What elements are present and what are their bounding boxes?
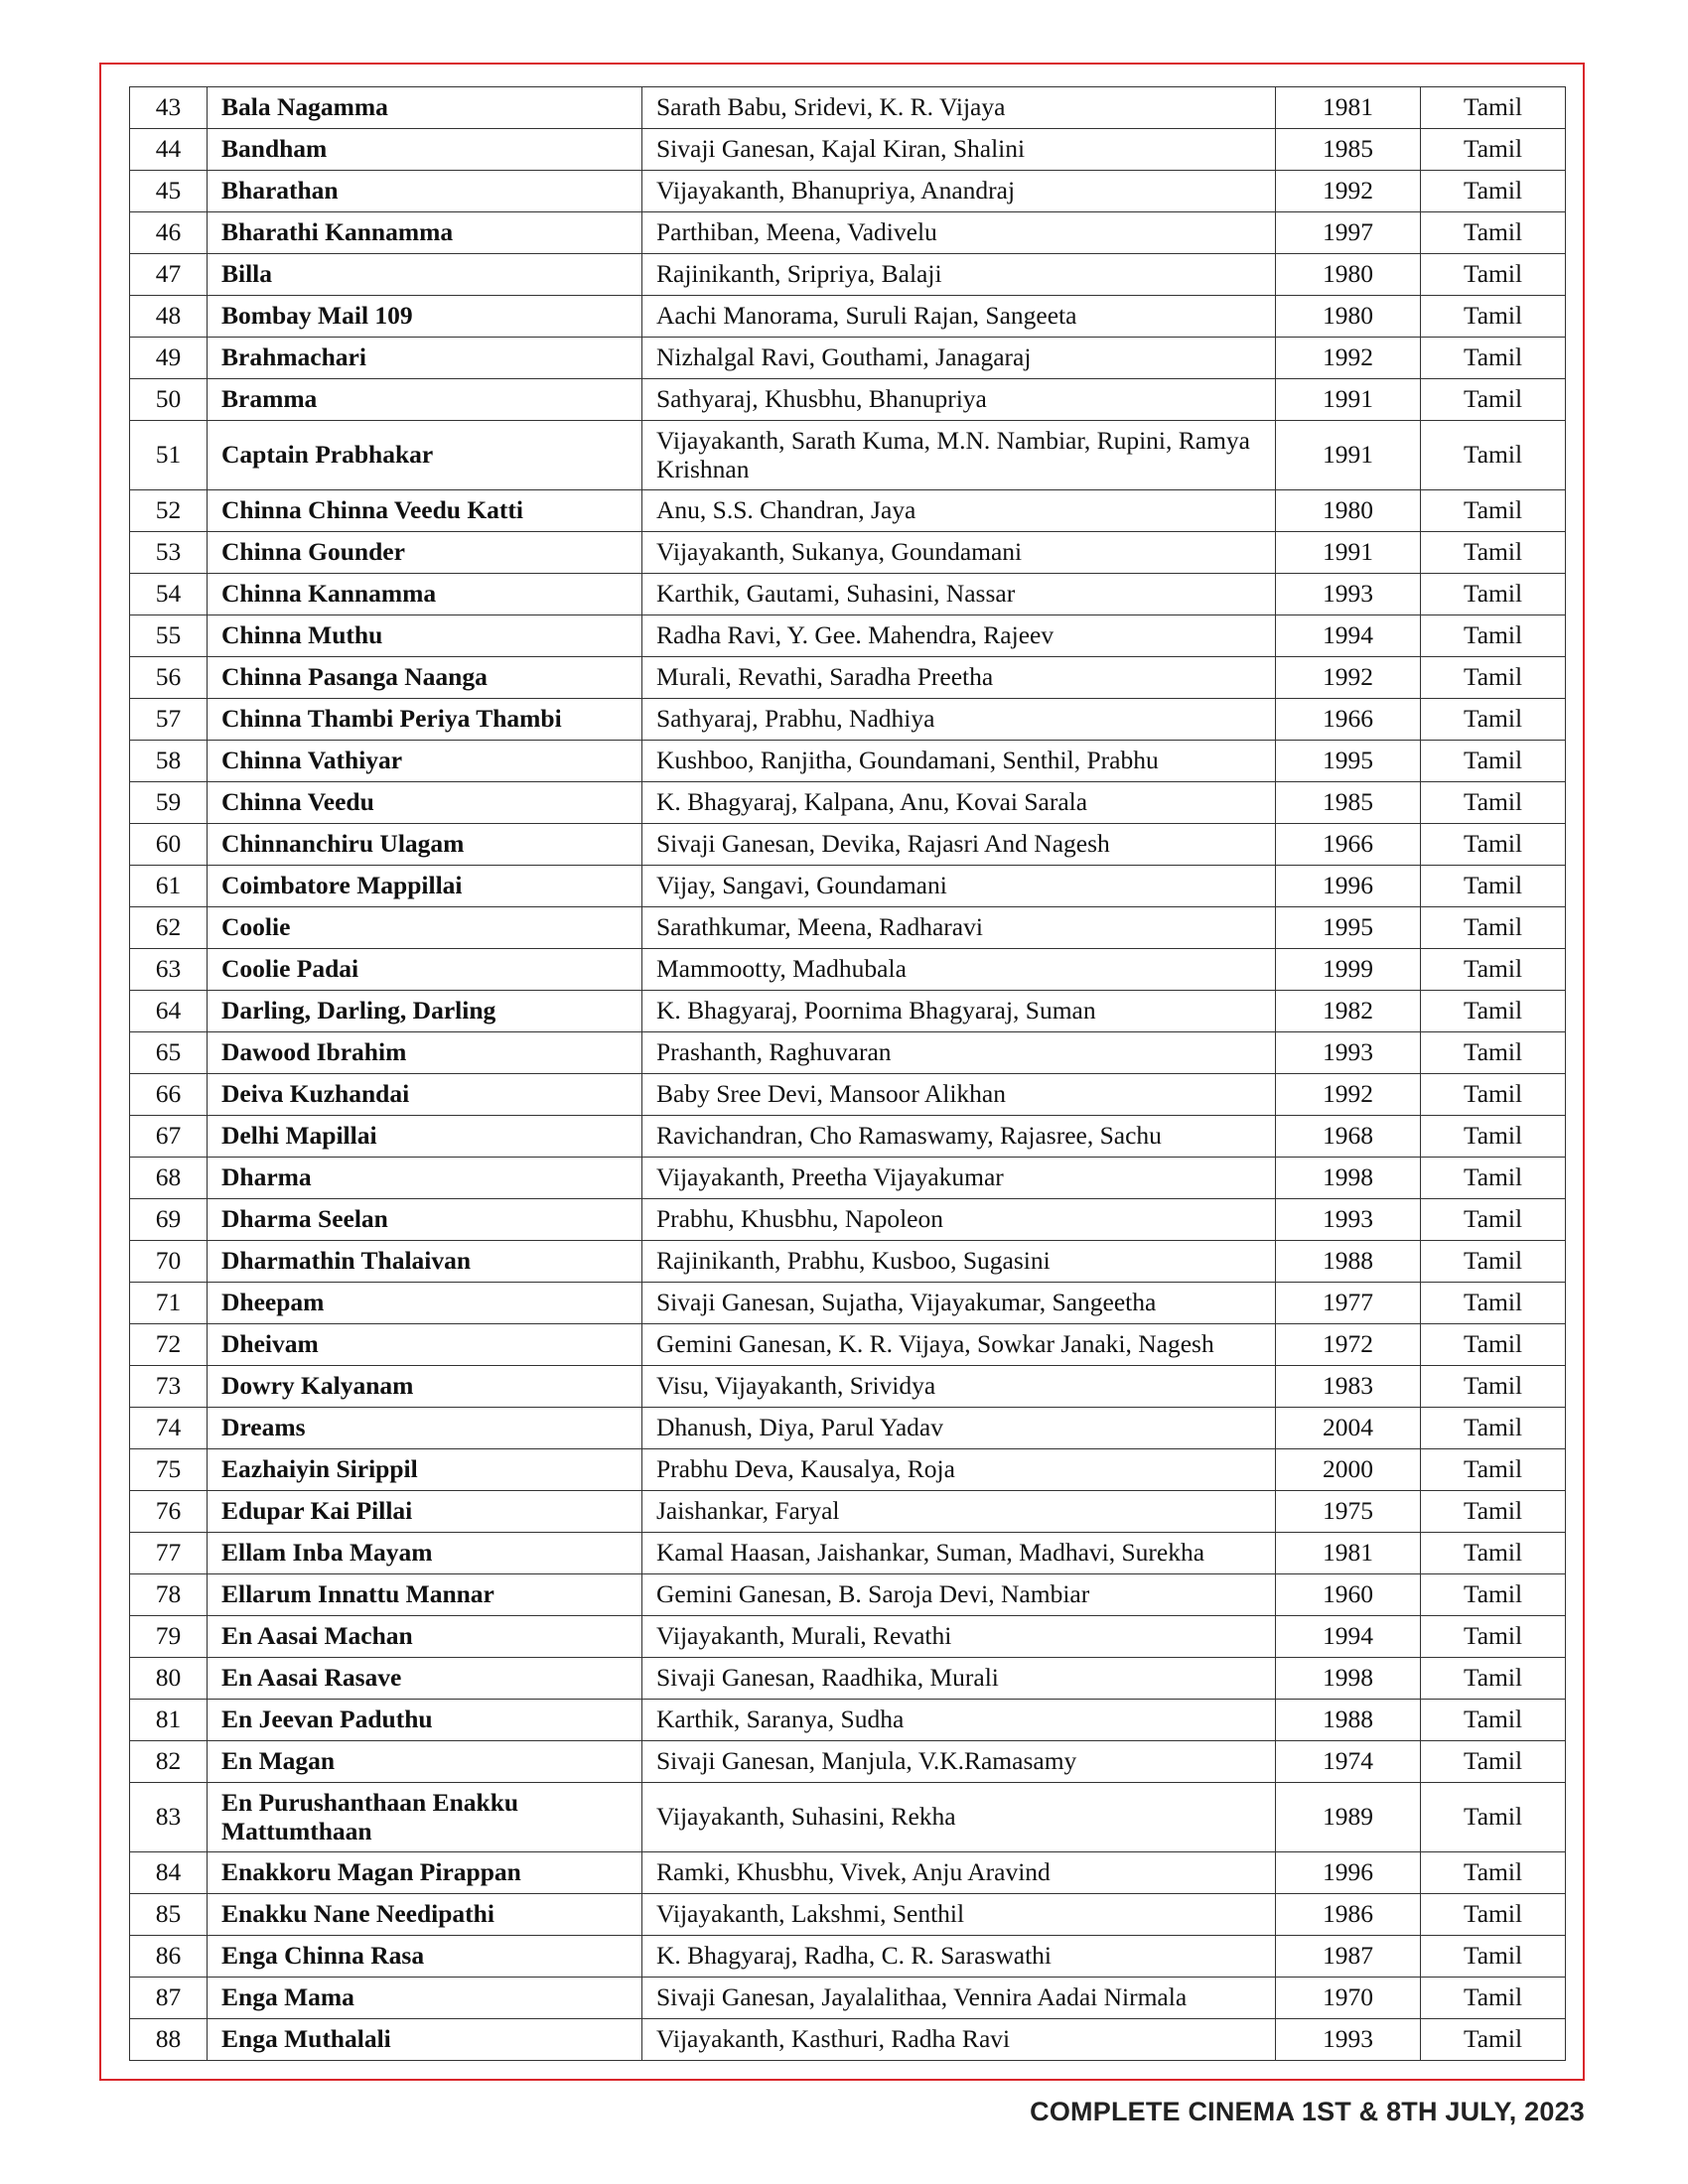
row-number: 49 xyxy=(130,338,208,379)
film-year: 1996 xyxy=(1276,1852,1421,1894)
film-language: Tamil xyxy=(1421,1449,1566,1491)
table-row xyxy=(130,866,1566,907)
film-language: Tamil xyxy=(1421,699,1566,741)
table-row xyxy=(130,1936,1566,1978)
film-year: 1997 xyxy=(1276,212,1421,254)
film-year: 1981 xyxy=(1276,87,1421,129)
film-cast: Sathyaraj, Khusbhu, Bhanupriya xyxy=(642,379,1276,421)
table-row xyxy=(130,2019,1566,2061)
film-year: 1991 xyxy=(1276,421,1421,490)
table-row xyxy=(130,1491,1566,1533)
film-title: Coolie xyxy=(208,907,642,949)
row-number: 56 xyxy=(130,657,208,699)
row-number: 66 xyxy=(130,1074,208,1116)
row-number: 86 xyxy=(130,1936,208,1978)
film-cast: Baby Sree Devi, Mansoor Alikhan xyxy=(642,1074,1276,1116)
film-cast: Ramki, Khusbhu, Vivek, Anju Aravind xyxy=(642,1852,1276,1894)
film-language: Tamil xyxy=(1421,1199,1566,1241)
film-year: 1988 xyxy=(1276,1700,1421,1741)
table-row xyxy=(130,1324,1566,1366)
row-number: 88 xyxy=(130,2019,208,2061)
film-year: 1991 xyxy=(1276,379,1421,421)
film-title: Chinna Vathiyar xyxy=(208,741,642,782)
table-row xyxy=(130,490,1566,532)
film-year: 1960 xyxy=(1276,1574,1421,1616)
film-language: Tamil xyxy=(1421,824,1566,866)
film-year: 1992 xyxy=(1276,1074,1421,1116)
row-number: 70 xyxy=(130,1241,208,1283)
row-number: 83 xyxy=(130,1783,208,1852)
row-number: 58 xyxy=(130,741,208,782)
film-title: Ellam Inba Mayam xyxy=(208,1533,642,1574)
row-number: 47 xyxy=(130,254,208,296)
row-number: 60 xyxy=(130,824,208,866)
row-number: 61 xyxy=(130,866,208,907)
film-cast: Kamal Haasan, Jaishankar, Suman, Madhavi, Surekha xyxy=(642,1533,1276,1574)
table-row xyxy=(130,1199,1566,1241)
film-language: Tamil xyxy=(1421,171,1566,212)
row-number: 43 xyxy=(130,87,208,129)
film-year: 1993 xyxy=(1276,2019,1421,2061)
row-number: 73 xyxy=(130,1366,208,1408)
film-cast: Sivaji Ganesan, Raadhika, Murali xyxy=(642,1658,1276,1700)
film-cast: Jaishankar, Faryal xyxy=(642,1491,1276,1533)
row-number: 77 xyxy=(130,1533,208,1574)
table-row xyxy=(130,1408,1566,1449)
table-row xyxy=(130,338,1566,379)
film-year: 1988 xyxy=(1276,1241,1421,1283)
film-language: Tamil xyxy=(1421,1408,1566,1449)
film-language: Tamil xyxy=(1421,1936,1566,1978)
film-title: Bombay Mail 109 xyxy=(208,296,642,338)
table-row xyxy=(130,254,1566,296)
row-number: 63 xyxy=(130,949,208,991)
film-title: Deiva Kuzhandai xyxy=(208,1074,642,1116)
film-title: Coolie Padai xyxy=(208,949,642,991)
film-title: Coimbatore Mappillai xyxy=(208,866,642,907)
film-title: En Aasai Rasave xyxy=(208,1658,642,1700)
film-cast: Nizhalgal Ravi, Gouthami, Janagaraj xyxy=(642,338,1276,379)
film-language: Tamil xyxy=(1421,949,1566,991)
film-cast: Karthik, Gautami, Suhasini, Nassar xyxy=(642,574,1276,615)
row-number: 67 xyxy=(130,1116,208,1158)
film-language: Tamil xyxy=(1421,1324,1566,1366)
table-row xyxy=(130,379,1566,421)
film-cast: Vijayakanth, Bhanupriya, Anandraj xyxy=(642,171,1276,212)
film-year: 1980 xyxy=(1276,254,1421,296)
film-cast: Mammootty, Madhubala xyxy=(642,949,1276,991)
film-cast: Visu, Vijayakanth, Srividya xyxy=(642,1366,1276,1408)
film-language: Tamil xyxy=(1421,1158,1566,1199)
film-cast: K. Bhagyaraj, Poornima Bhagyaraj, Suman xyxy=(642,991,1276,1032)
film-year: 1980 xyxy=(1276,296,1421,338)
table-row xyxy=(130,657,1566,699)
film-title: En Magan xyxy=(208,1741,642,1783)
table-row xyxy=(130,1241,1566,1283)
table-row xyxy=(130,1658,1566,1700)
film-cast: Sivaji Ganesan, Sujatha, Vijayakumar, Sangeetha xyxy=(642,1283,1276,1324)
film-title: Enakku Nane Needipathi xyxy=(208,1894,642,1936)
film-title: Enga Chinna Rasa xyxy=(208,1936,642,1978)
film-year: 1982 xyxy=(1276,991,1421,1032)
film-language: Tamil xyxy=(1421,1032,1566,1074)
film-cast: Aachi Manorama, Suruli Rajan, Sangeeta xyxy=(642,296,1276,338)
film-language: Tamil xyxy=(1421,782,1566,824)
table-row xyxy=(130,741,1566,782)
film-language: Tamil xyxy=(1421,1783,1566,1852)
film-language: Tamil xyxy=(1421,1978,1566,2019)
film-title: Enga Muthalali xyxy=(208,2019,642,2061)
film-year: 2004 xyxy=(1276,1408,1421,1449)
film-title: Enakkoru Magan Pirappan xyxy=(208,1852,642,1894)
film-title: Ellarum Innattu Mannar xyxy=(208,1574,642,1616)
film-title: En Purushanthaan Enakku Mattumthaan xyxy=(208,1783,642,1852)
table-row xyxy=(130,615,1566,657)
film-year: 2000 xyxy=(1276,1449,1421,1491)
film-year: 1996 xyxy=(1276,866,1421,907)
film-language: Tamil xyxy=(1421,1074,1566,1116)
table-row xyxy=(130,532,1566,574)
row-number: 45 xyxy=(130,171,208,212)
film-language: Tamil xyxy=(1421,1616,1566,1658)
film-title: Bharathan xyxy=(208,171,642,212)
film-title: Enga Mama xyxy=(208,1978,642,2019)
film-cast: Sathyaraj, Prabhu, Nadhiya xyxy=(642,699,1276,741)
table-row xyxy=(130,1074,1566,1116)
film-language: Tamil xyxy=(1421,1741,1566,1783)
film-table-body xyxy=(130,87,1566,2061)
film-cast: Sivaji Ganesan, Kajal Kiran, Shalini xyxy=(642,129,1276,171)
table-row xyxy=(130,1852,1566,1894)
film-year: 1983 xyxy=(1276,1366,1421,1408)
table-row xyxy=(130,296,1566,338)
row-number: 78 xyxy=(130,1574,208,1616)
film-language: Tamil xyxy=(1421,1366,1566,1408)
film-language: Tamil xyxy=(1421,1241,1566,1283)
table-row xyxy=(130,1574,1566,1616)
table-row xyxy=(130,421,1566,490)
table-row xyxy=(130,1741,1566,1783)
film-cast: Rajinikanth, Sripriya, Balaji xyxy=(642,254,1276,296)
table-row xyxy=(130,1449,1566,1491)
film-year: 1975 xyxy=(1276,1491,1421,1533)
film-title: Chinna Chinna Veedu Katti xyxy=(208,490,642,532)
row-number: 55 xyxy=(130,615,208,657)
row-number: 57 xyxy=(130,699,208,741)
film-cast: Prabhu, Khusbhu, Napoleon xyxy=(642,1199,1276,1241)
film-title: Dheivam xyxy=(208,1324,642,1366)
film-title: Chinna Muthu xyxy=(208,615,642,657)
film-year: 1980 xyxy=(1276,490,1421,532)
film-title: Darling, Darling, Darling xyxy=(208,991,642,1032)
table-row xyxy=(130,1978,1566,2019)
film-cast: Karthik, Saranya, Sudha xyxy=(642,1700,1276,1741)
film-year: 1981 xyxy=(1276,1533,1421,1574)
footer-text: COMPLETE CINEMA 1ST & 8TH JULY, 2023 xyxy=(1030,2097,1585,2126)
film-title: Chinna Kannamma xyxy=(208,574,642,615)
film-title: Dheepam xyxy=(208,1283,642,1324)
film-cast: Vijayakanth, Murali, Revathi xyxy=(642,1616,1276,1658)
row-number: 48 xyxy=(130,296,208,338)
row-number: 44 xyxy=(130,129,208,171)
film-title: Brahmachari xyxy=(208,338,642,379)
film-title: En Jeevan Paduthu xyxy=(208,1700,642,1741)
film-language: Tamil xyxy=(1421,1491,1566,1533)
film-title: Dreams xyxy=(208,1408,642,1449)
row-number: 87 xyxy=(130,1978,208,2019)
film-title: Chinna Veedu xyxy=(208,782,642,824)
film-title: Billa xyxy=(208,254,642,296)
film-cast: K. Bhagyaraj, Kalpana, Anu, Kovai Sarala xyxy=(642,782,1276,824)
film-language: Tamil xyxy=(1421,87,1566,129)
film-title: En Aasai Machan xyxy=(208,1616,642,1658)
film-title: Chinnanchiru Ulagam xyxy=(208,824,642,866)
film-title: Bramma xyxy=(208,379,642,421)
film-year: 1991 xyxy=(1276,532,1421,574)
table-row xyxy=(130,574,1566,615)
table-row xyxy=(130,1533,1566,1574)
row-number: 68 xyxy=(130,1158,208,1199)
film-language: Tamil xyxy=(1421,129,1566,171)
film-year: 1993 xyxy=(1276,1199,1421,1241)
row-number: 51 xyxy=(130,421,208,490)
film-language: Tamil xyxy=(1421,907,1566,949)
film-year: 1998 xyxy=(1276,1158,1421,1199)
row-number: 52 xyxy=(130,490,208,532)
film-language: Tamil xyxy=(1421,657,1566,699)
table-row xyxy=(130,87,1566,129)
film-cast: Anu, S.S. Chandran, Jaya xyxy=(642,490,1276,532)
film-title: Bandham xyxy=(208,129,642,171)
film-title: Dharma Seelan xyxy=(208,1199,642,1241)
film-cast: Parthiban, Meena, Vadivelu xyxy=(642,212,1276,254)
film-cast: Kushboo, Ranjitha, Goundamani, Senthil, Prabhu xyxy=(642,741,1276,782)
film-title: Chinna Thambi Periya Thambi xyxy=(208,699,642,741)
film-language: Tamil xyxy=(1421,1658,1566,1700)
table-row xyxy=(130,824,1566,866)
film-title: Dharma xyxy=(208,1158,642,1199)
row-number: 46 xyxy=(130,212,208,254)
film-year: 1972 xyxy=(1276,1324,1421,1366)
row-number: 79 xyxy=(130,1616,208,1658)
row-number: 59 xyxy=(130,782,208,824)
film-title: Captain Prabhakar xyxy=(208,421,642,490)
table-row xyxy=(130,991,1566,1032)
table-row xyxy=(130,1366,1566,1408)
film-language: Tamil xyxy=(1421,1116,1566,1158)
film-language: Tamil xyxy=(1421,490,1566,532)
row-number: 65 xyxy=(130,1032,208,1074)
film-language: Tamil xyxy=(1421,866,1566,907)
film-language: Tamil xyxy=(1421,532,1566,574)
film-cast: Vijayakanth, Sukanya, Goundamani xyxy=(642,532,1276,574)
film-cast: Sivaji Ganesan, Devika, Rajasri And Nagesh xyxy=(642,824,1276,866)
film-title: Edupar Kai Pillai xyxy=(208,1491,642,1533)
film-cast: Sivaji Ganesan, Jayalalithaa, Vennira Aadai Nirmala xyxy=(642,1978,1276,2019)
film-year: 1977 xyxy=(1276,1283,1421,1324)
table-row xyxy=(130,949,1566,991)
film-year: 1999 xyxy=(1276,949,1421,991)
film-cast: Gemini Ganesan, B. Saroja Devi, Nambiar xyxy=(642,1574,1276,1616)
row-number: 69 xyxy=(130,1199,208,1241)
film-language: Tamil xyxy=(1421,338,1566,379)
film-table xyxy=(129,86,1566,2061)
film-cast: Gemini Ganesan, K. R. Vijaya, Sowkar Janaki, Nagesh xyxy=(642,1324,1276,1366)
film-title: Chinna Gounder xyxy=(208,532,642,574)
film-year: 1987 xyxy=(1276,1936,1421,1978)
film-year: 1994 xyxy=(1276,615,1421,657)
film-year: 1968 xyxy=(1276,1116,1421,1158)
film-year: 1993 xyxy=(1276,574,1421,615)
row-number: 72 xyxy=(130,1324,208,1366)
film-title: Dowry Kalyanam xyxy=(208,1366,642,1408)
film-title: Chinna Pasanga Naanga xyxy=(208,657,642,699)
table-row xyxy=(130,1116,1566,1158)
film-language: Tamil xyxy=(1421,212,1566,254)
film-language: Tamil xyxy=(1421,1894,1566,1936)
film-language: Tamil xyxy=(1421,296,1566,338)
table-row xyxy=(130,212,1566,254)
row-number: 50 xyxy=(130,379,208,421)
table-row xyxy=(130,1032,1566,1074)
film-year: 1998 xyxy=(1276,1658,1421,1700)
row-number: 75 xyxy=(130,1449,208,1491)
film-language: Tamil xyxy=(1421,1852,1566,1894)
film-year: 1992 xyxy=(1276,171,1421,212)
table-row xyxy=(130,171,1566,212)
row-number: 74 xyxy=(130,1408,208,1449)
table-row xyxy=(130,782,1566,824)
film-title: Delhi Mapillai xyxy=(208,1116,642,1158)
film-title: Bala Nagamma xyxy=(208,87,642,129)
row-number: 53 xyxy=(130,532,208,574)
film-year: 1974 xyxy=(1276,1741,1421,1783)
film-language: Tamil xyxy=(1421,615,1566,657)
film-cast: Prabhu Deva, Kausalya, Roja xyxy=(642,1449,1276,1491)
film-cast: Radha Ravi, Y. Gee. Mahendra, Rajeev xyxy=(642,615,1276,657)
film-year: 1985 xyxy=(1276,129,1421,171)
film-language: Tamil xyxy=(1421,421,1566,490)
film-cast: Vijayakanth, Kasthuri, Radha Ravi xyxy=(642,2019,1276,2061)
table-row xyxy=(130,699,1566,741)
table-row xyxy=(130,129,1566,171)
row-number: 54 xyxy=(130,574,208,615)
film-cast: Vijayakanth, Lakshmi, Senthil xyxy=(642,1894,1276,1936)
film-year: 1970 xyxy=(1276,1978,1421,2019)
film-language: Tamil xyxy=(1421,1533,1566,1574)
film-language: Tamil xyxy=(1421,991,1566,1032)
row-number: 84 xyxy=(130,1852,208,1894)
film-year: 1989 xyxy=(1276,1783,1421,1852)
film-cast: Dhanush, Diya, Parul Yadav xyxy=(642,1408,1276,1449)
film-language: Tamil xyxy=(1421,2019,1566,2061)
film-year: 1995 xyxy=(1276,741,1421,782)
film-cast: Vijay, Sangavi, Goundamani xyxy=(642,866,1276,907)
film-cast: Vijayakanth, Preetha Vijayakumar xyxy=(642,1158,1276,1199)
film-year: 1966 xyxy=(1276,824,1421,866)
table-row xyxy=(130,1894,1566,1936)
film-cast: Sarath Babu, Sridevi, K. R. Vijaya xyxy=(642,87,1276,129)
film-cast: Vijayakanth, Suhasini, Rekha xyxy=(642,1783,1276,1852)
table-row xyxy=(130,1616,1566,1658)
film-cast: Ravichandran, Cho Ramaswamy, Rajasree, Sachu xyxy=(642,1116,1276,1158)
film-year: 1993 xyxy=(1276,1032,1421,1074)
row-number: 76 xyxy=(130,1491,208,1533)
film-cast: Sivaji Ganesan, Manjula, V.K.Ramasamy xyxy=(642,1741,1276,1783)
film-year: 1986 xyxy=(1276,1894,1421,1936)
film-language: Tamil xyxy=(1421,1700,1566,1741)
film-language: Tamil xyxy=(1421,1283,1566,1324)
film-cast: Sarathkumar, Meena, Radharavi xyxy=(642,907,1276,949)
film-language: Tamil xyxy=(1421,254,1566,296)
row-number: 62 xyxy=(130,907,208,949)
film-year: 1992 xyxy=(1276,657,1421,699)
table-row xyxy=(130,907,1566,949)
row-number: 82 xyxy=(130,1741,208,1783)
table-row xyxy=(130,1783,1566,1852)
table-row xyxy=(130,1700,1566,1741)
film-language: Tamil xyxy=(1421,741,1566,782)
film-language: Tamil xyxy=(1421,574,1566,615)
film-year: 1992 xyxy=(1276,338,1421,379)
film-cast: Vijayakanth, Sarath Kuma, M.N. Nambiar, Rupini, Ramya Krishnan xyxy=(642,421,1276,490)
film-cast: Rajinikanth, Prabhu, Kusboo, Sugasini xyxy=(642,1241,1276,1283)
film-language: Tamil xyxy=(1421,379,1566,421)
row-number: 64 xyxy=(130,991,208,1032)
film-year: 1985 xyxy=(1276,782,1421,824)
film-title: Eazhaiyin Sirippil xyxy=(208,1449,642,1491)
table-row xyxy=(130,1283,1566,1324)
film-title: Bharathi Kannamma xyxy=(208,212,642,254)
film-title: Dawood Ibrahim xyxy=(208,1032,642,1074)
row-number: 71 xyxy=(130,1283,208,1324)
film-title: Dharmathin Thalaivan xyxy=(208,1241,642,1283)
row-number: 80 xyxy=(130,1658,208,1700)
film-cast: K. Bhagyaraj, Radha, C. R. Saraswathi xyxy=(642,1936,1276,1978)
film-year: 1966 xyxy=(1276,699,1421,741)
film-year: 1995 xyxy=(1276,907,1421,949)
row-number: 85 xyxy=(130,1894,208,1936)
film-language: Tamil xyxy=(1421,1574,1566,1616)
row-number: 81 xyxy=(130,1700,208,1741)
film-cast: Murali, Revathi, Saradha Preetha xyxy=(642,657,1276,699)
film-year: 1994 xyxy=(1276,1616,1421,1658)
table-row xyxy=(130,1158,1566,1199)
film-cast: Prashanth, Raghuvaran xyxy=(642,1032,1276,1074)
